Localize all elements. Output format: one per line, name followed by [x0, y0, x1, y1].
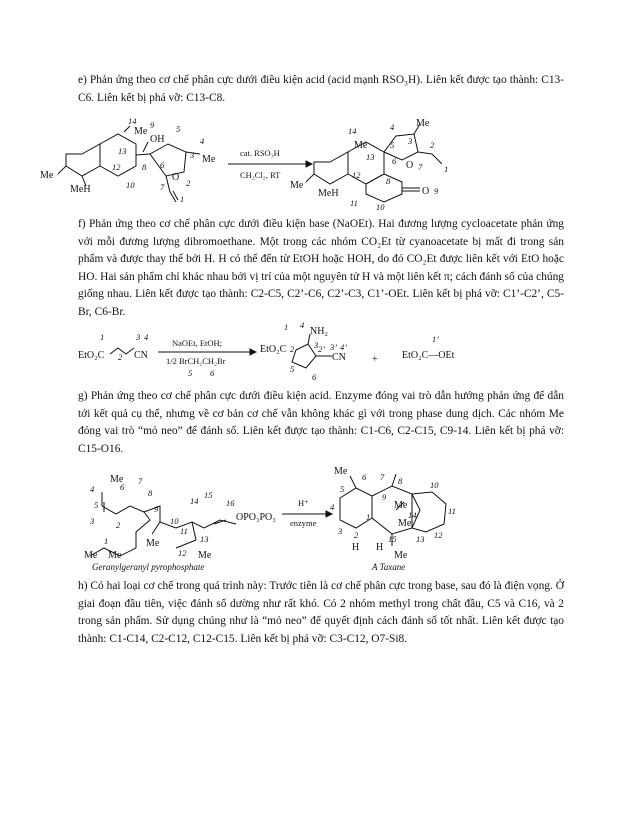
scheme-f — [0, 322, 638, 392]
g-me-9: Me — [146, 538, 160, 549]
f-p2-num: 1’ — [432, 334, 440, 344]
p-label-13: 13 — [366, 152, 375, 162]
g-p-me-tl: Me — [334, 466, 348, 477]
g-p-me-9: Me — [394, 500, 408, 511]
label-9: 9 — [150, 120, 155, 130]
p-label-3: 3 — [408, 136, 413, 146]
f-reactant: EtO₂C — [78, 350, 105, 361]
conditions-e-bottom: CH₂Cl₂, RT — [240, 170, 281, 180]
g-reactant-caption: Geranylgeranyl pyrophosphate — [92, 562, 205, 572]
p-label-11: 11 — [350, 198, 358, 208]
label-5: 5 — [176, 124, 181, 134]
g-p-n11: 11 — [448, 506, 456, 516]
p-label-10: 10 — [376, 202, 385, 212]
g-n11: 11 — [180, 526, 188, 536]
p-label-7: 7 — [418, 162, 423, 172]
f-p1-nh2: NH₂ — [310, 326, 328, 337]
p-atom-o7: O — [406, 160, 414, 171]
p-label-6: 6 — [392, 156, 397, 166]
g-product-caption: A Taxane — [372, 562, 406, 572]
g-p-n13: 13 — [416, 534, 425, 544]
f-n3: 3 — [136, 332, 141, 342]
g-p-n4: 4 — [330, 502, 335, 512]
paragraph-g: g) Phản ứng theo cơ chế phân cực dưới điều kiện acid. Enzyme đóng vai trò dẫn hướng phản ứng để dẫn tới kết quả cụ thể, nhưng về cơ bản cơ chế vẫn không khác gì với trong phase dung dịch. Các nhóm Me đóng vai trò “mỏ neo” để đánh số. Liên kết được tạo thành: C1-C6, C2-C15, C9-14. Liên kết bị phá vỡ: C15-O16. — [78, 390, 564, 455]
f-p1-n4p: 4’ — [340, 342, 348, 352]
atom-me-top: Me — [134, 126, 148, 137]
p-label-8: 8 — [386, 176, 391, 186]
g-n10: 10 — [170, 516, 179, 526]
g-n16: 16 — [226, 498, 235, 508]
p-atom-me-h: MeH — [318, 188, 339, 199]
p-label-5: 5 — [390, 140, 395, 150]
g-p-n10: 10 — [430, 480, 439, 490]
g-me-13: Me — [198, 550, 212, 561]
label-13: 13 — [118, 146, 127, 156]
g-p-h15: H — [376, 542, 384, 553]
label-12: 12 — [112, 162, 121, 172]
p-atom-me-left: Me — [290, 180, 304, 191]
g-cond-top: H⁺ — [298, 498, 309, 508]
f-p1-cn: CN — [332, 352, 346, 363]
f-p1-n2: 2 — [290, 344, 295, 354]
g-p-me-b: Me — [394, 550, 408, 561]
g-p-n1: 1 — [366, 512, 371, 522]
g-n5: 5 — [94, 500, 99, 510]
p-label-2: 2 — [430, 140, 435, 150]
f-p1-n5: 5 — [290, 364, 295, 374]
g-n1: 1 — [104, 536, 109, 546]
g-p-n8: 8 — [398, 476, 403, 486]
f-n6: 6 — [210, 368, 215, 378]
scheme-g — [0, 462, 638, 572]
g-n13: 13 — [200, 534, 209, 544]
g-n6: 6 — [120, 482, 125, 492]
g-opp: OPO₃PO₃ — [236, 512, 276, 523]
g-p-n3: 3 — [338, 526, 343, 536]
g-n3: 3 — [90, 516, 95, 526]
p-atom-o9: O — [422, 186, 430, 197]
g-n8: 8 — [148, 488, 153, 498]
p-label-1: 1 — [444, 164, 449, 174]
atom-me-left: Me — [40, 170, 54, 181]
atom-oh: OH — [150, 134, 165, 145]
paragraph-f: f) Phản ứng theo cơ chế phân cực dưới điều kiện base (NaOEt). Hai đương lượng cycloacetate phản ứng với mỗi đương lượng dibromoethane. Một trong các nhóm CO₂Et từ cyanoacetate bị mất đi trong sản phẩm và được thay thế bởi H. H có thể đến từ EtOH hoặc HOH, do đó CO₂Et được liên kết với EtO hoặc HO. Hai sản phẩm chỉ khác nhau bởi vị trí của một nguyên tử H và một liên kết π; cách đánh số của chúng giống nhau. Liên kết được tạo thành: C2-C5, C2’-C6, C2’-C3, C1’-OEt. Liên kết bị phá vỡ: C1’-C2’, C5-Br, C6-Br. — [78, 218, 564, 318]
g-p-h2: H — [352, 542, 360, 553]
g-me-bl: Me — [84, 550, 98, 561]
f-n2: 2 — [118, 352, 123, 362]
f-cond-top: NaOEt, EtOH; — [172, 338, 223, 348]
g-n14: 14 — [190, 496, 199, 506]
g-p-n9: 9 — [382, 492, 387, 502]
f-p1-n1: 1 — [284, 322, 289, 332]
f-n1: 1 — [100, 332, 105, 342]
atom-o: O — [172, 172, 180, 183]
label-3: 3 — [190, 150, 195, 160]
p-atom-me-top: Me — [416, 118, 430, 129]
g-p-n2: 2 — [354, 530, 359, 540]
g-p-n6: 6 — [362, 472, 367, 482]
f-p1-n3p: 3’ — [330, 342, 338, 352]
g-p-n5: 5 — [340, 484, 345, 494]
f-p1-n4: 4 — [300, 322, 305, 330]
f-p2-formula: EtO₂C—OEt — [402, 350, 455, 361]
p-atom-me-q: Me — [354, 140, 368, 151]
paragraph-e: e) Phản ứng theo cơ chế phân cực dưới điều kiện acid (acid mạnh RSO₃H). Liên kết được tạo thành: C13-C6. Liên kết bị phá vỡ: C13-C8. — [78, 74, 564, 104]
paragraph-h: h) Có hai loại cơ chế trong quá trình này: Trước tiên là cơ chế phân cực trong base, sau đó là điện vọng. Ở giai đoạn đầu tiên, việc đánh số dường như rất khó. Có 2 nhóm methyl trong chất đầu, C5 và C16, và 2 trong sản phẩm. Sử dụng chúng như là “mỏ neo” để quyết định cách đánh số tốt nhất. Liên kết được tạo thành: C1-C14, C2-C12, C12-C15. Liên kết bị phá vỡ: C3-C12, O7-Si8. — [78, 580, 564, 645]
p-label-14: 14 — [348, 126, 357, 136]
g-n15: 15 — [204, 490, 213, 500]
g-n7: 7 — [138, 476, 143, 486]
f-n5: 5 — [188, 368, 193, 378]
g-p-n12: 12 — [434, 530, 443, 540]
atom-me-h: MeH — [70, 184, 91, 195]
g-n2: 2 — [116, 520, 121, 530]
g-me-b: Me — [108, 550, 122, 561]
g-me-top: Me — [110, 474, 124, 485]
label-14: 14 — [128, 116, 137, 126]
f-reactant-cn: CN — [134, 350, 148, 361]
atom-me-ring: Me — [202, 154, 216, 165]
f-p1-ester: EtO₂C — [260, 344, 287, 355]
g-p-me-15: Me — [398, 518, 412, 529]
f-p1-n6: 6 — [312, 372, 317, 382]
p-label-9: 9 — [434, 186, 439, 196]
g-n9: 9 — [154, 504, 159, 514]
p-label-4: 4 — [390, 122, 395, 132]
g-p-n14: 14 — [408, 510, 417, 520]
f-plus: + — [372, 354, 378, 365]
p-label-12: 12 — [352, 170, 361, 180]
label-8: 8 — [142, 162, 147, 172]
label-10: 10 — [126, 180, 135, 190]
g-n4: 4 — [90, 484, 95, 494]
label-6: 6 — [160, 160, 165, 170]
label-1: 1 — [180, 194, 185, 204]
f-cond-bottom: 1/2 BrCH₂CH₂Br — [166, 356, 226, 366]
g-cond-bottom: enzyme — [290, 518, 317, 528]
f-p1-n2p: 2’ — [318, 344, 326, 354]
g-p-n15: 15 — [388, 534, 397, 544]
label-7: 7 — [160, 182, 165, 192]
scheme-e — [0, 114, 638, 214]
conditions-e-top: cat. RSO₃H — [240, 148, 280, 158]
g-p-n7: 7 — [380, 472, 385, 482]
label-4: 4 — [200, 136, 205, 146]
f-p1-n3: 3 — [314, 340, 319, 350]
label-2: 2 — [186, 178, 191, 188]
g-n12: 12 — [178, 548, 187, 558]
f-n4: 4 — [144, 332, 149, 342]
